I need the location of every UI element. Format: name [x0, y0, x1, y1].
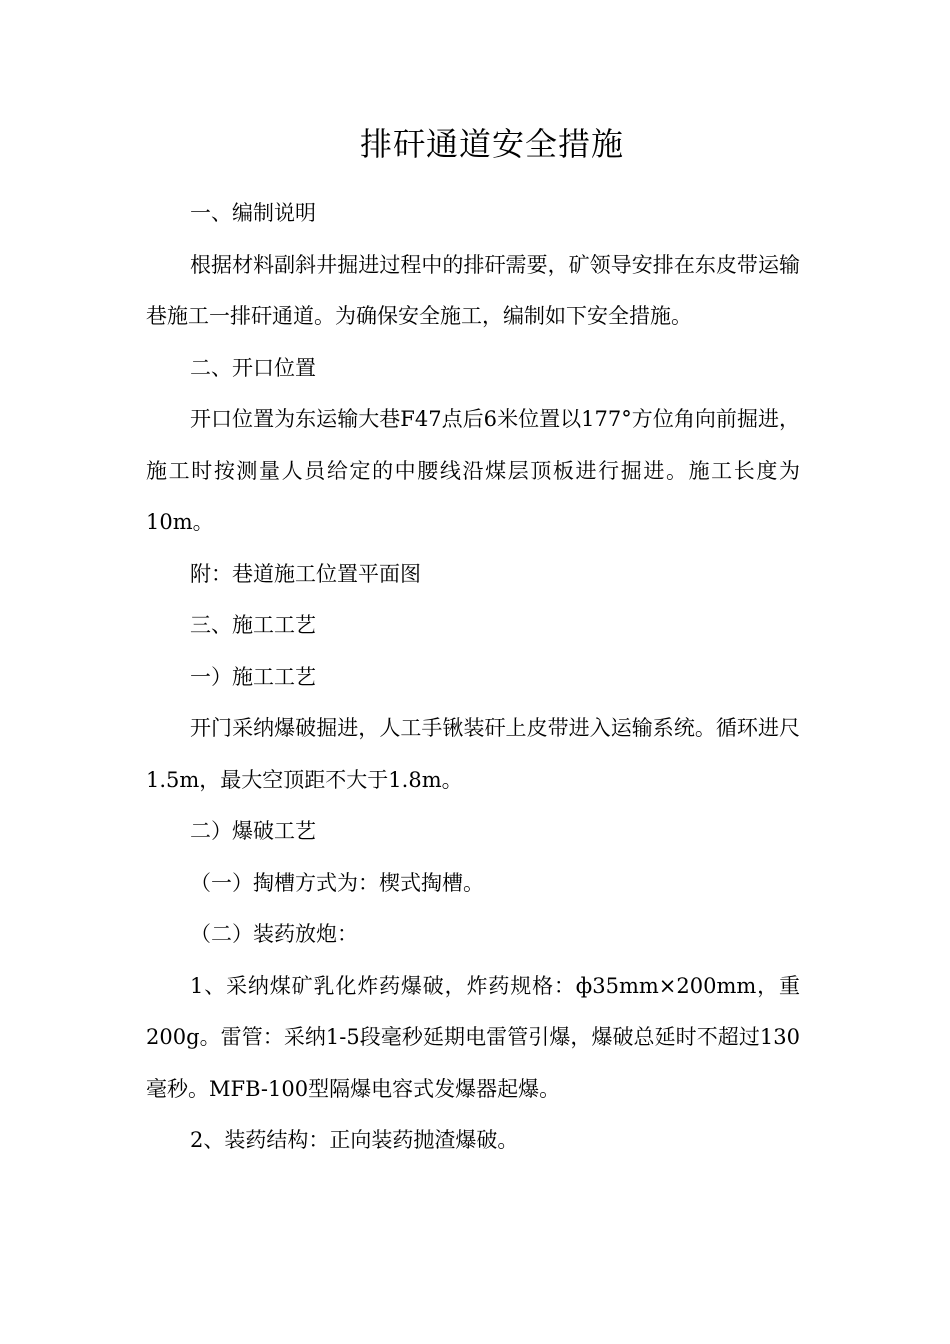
subsection-heading-blasting-process: 二）爆破工艺	[190, 819, 316, 843]
attachment-note: 附：巷道施工位置平面图	[190, 561, 421, 586]
item-cut-method: （一）掏槽方式为：楔式掏槽。	[190, 870, 484, 895]
paragraph-opening-position-text: 开口位置为东运输大巷F47点后6米位置以177°方位角向前掘进，施工时按测量人员给定的中腰线沿煤层顶板进行掘进。施工长度为10m。	[146, 407, 800, 534]
item-charging-blasting: （二）装药放炮：	[190, 922, 358, 946]
paragraph-explosive-spec: 1、采纳煤矿乳化炸药爆破，炸药规格：ф35mm×200mm，重200g。雷管：采纳1-5段毫秒延期电雷管引爆，爆破总延时不超过130毫秒。MFB-100型隔爆电容式发爆器起爆。	[146, 973, 800, 1101]
section-heading-preparation: 一、编制说明	[190, 201, 316, 225]
subsection-heading-construction-process: 一）施工工艺	[190, 664, 316, 689]
section-heading-construction-process: 三、施工工艺	[190, 613, 316, 637]
paragraph-construction-process-text: 开门采纳爆破掘进，人工手锹装矸上皮带进入运输系统。循环进尺1.5m，最大空顶距不大于1.8m。	[146, 716, 800, 792]
paragraph-charge-structure: 2、装药结构：正向装药抛渣爆破。	[190, 1128, 519, 1152]
document-title: 排矸通道安全措施	[359, 125, 624, 163]
paragraph-preparation-text: 根据材料副斜井掘进过程中的排矸需要，矿领导安排在东皮带运输巷施工一排矸通道。为确保安全施工，编制如下安全措施。	[146, 252, 800, 328]
document-body	[146, 188, 800, 1167]
section-heading-opening-position: 二、开口位置	[190, 355, 316, 380]
